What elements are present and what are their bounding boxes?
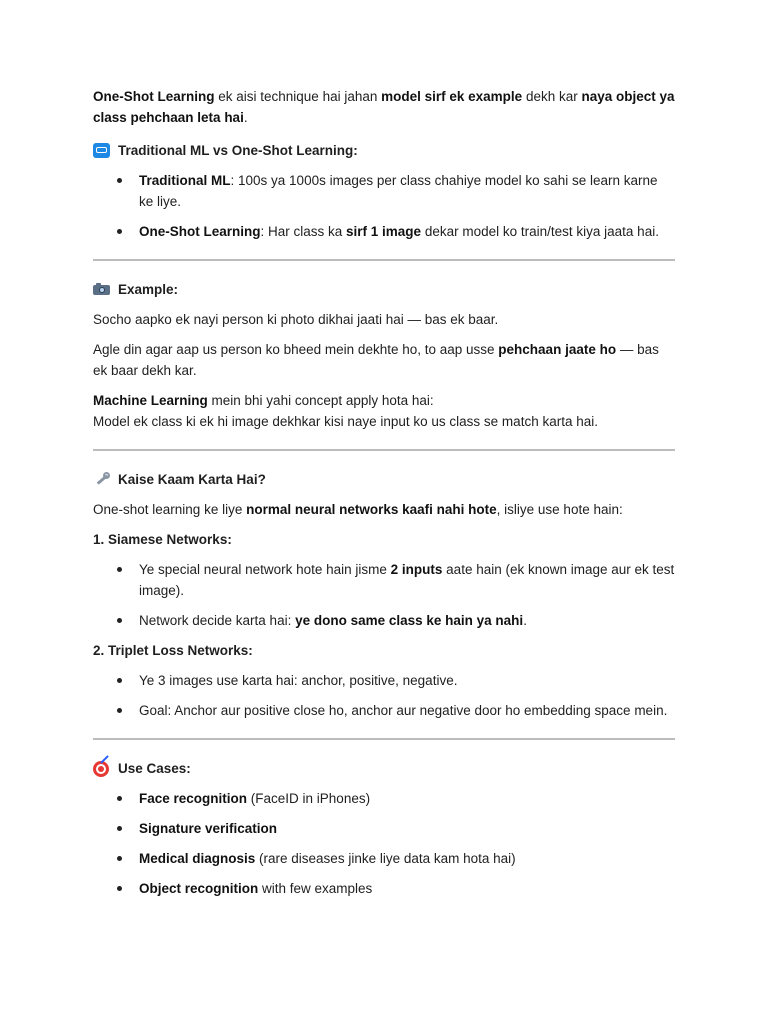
para-bold: pehchaan jaate ho [498, 342, 617, 357]
divider [93, 259, 675, 261]
item-text: Ye special neural network hote hain jisme [139, 562, 391, 577]
usecases-list [93, 788, 675, 899]
item-text: aate hain (ek known image aur ek test image). [139, 562, 675, 598]
item-text: dekar model ko train/test kiya jaata hai. [421, 224, 659, 239]
para-bold: normal neural networks kaafi nahi hote [246, 502, 497, 517]
item-text: . [523, 613, 527, 628]
para-text: Model ek class ki ek hi image dekhkar kisi naye input ko us class se match karta hai. [93, 414, 598, 429]
siamese-list [93, 559, 675, 631]
item-term: Face recognition [139, 791, 248, 806]
list-item [139, 848, 675, 869]
item-bold: 2 inputs [390, 562, 443, 577]
example-paragraph [93, 339, 675, 381]
triplet-list [93, 670, 675, 721]
item-term: One-Shot Learning [139, 224, 261, 239]
wrench-icon [93, 472, 110, 487]
item-term: Object recognition [139, 881, 259, 896]
para-text: Agle din agar aap us person ko bheed mein dekhte ho, to aap usse [93, 342, 499, 357]
example-paragraph [93, 390, 675, 432]
example-heading-text: Example: [118, 282, 179, 297]
item-text: with few examples [258, 881, 373, 896]
intro-text: . [243, 110, 248, 125]
para-text: One-shot learning ke liye [93, 502, 247, 517]
triplet-heading: 2. Triplet Loss Networks: [93, 643, 253, 658]
divider [93, 449, 675, 451]
intro-text: dekh kar [522, 89, 582, 104]
para-text: mein bhi yahi concept apply hota hai: [207, 393, 434, 408]
target-icon [93, 761, 110, 776]
camera-icon [93, 282, 110, 297]
how-heading-text: Kaise Kaam Karta Hai? [118, 472, 266, 487]
example-heading [93, 279, 675, 300]
usecases-heading [93, 758, 675, 779]
item-bold: sirf 1 image [346, 224, 422, 239]
item-term: Medical diagnosis [139, 851, 256, 866]
intro-bold: model sirf ek example [381, 89, 523, 104]
list-item [139, 559, 675, 601]
intro-paragraph [93, 86, 675, 128]
item-text: : Har class ka [260, 224, 347, 239]
intro-text: ek aisi technique hai jahan [214, 89, 382, 104]
document-page [93, 86, 675, 908]
how-heading [93, 469, 675, 490]
intro-term: One-Shot Learning [93, 89, 215, 104]
list-item [139, 221, 675, 242]
item-term: Signature verification [139, 821, 278, 836]
list-item [139, 610, 675, 631]
list-item: Ye 3 images use karta hai: anchor, positive, negative. [139, 670, 675, 691]
item-term: Traditional ML [139, 173, 231, 188]
example-paragraph: Socho aapko ek nayi person ki photo dikhai jaati hai — bas ek baar. [93, 312, 499, 327]
list-item: Goal: Anchor aur positive close ho, anchor aur negative door ho embedding space mein. [139, 700, 675, 721]
intro-bold: naya object ya class pehchaan leta hai [93, 89, 675, 125]
item-text: (rare diseases jinke liye data kam hota hai) [255, 851, 516, 866]
list-item [139, 818, 675, 839]
list-item [139, 878, 675, 899]
para-text: , isliye use hote hain: [496, 502, 623, 517]
para-bold: Machine Learning [93, 393, 208, 408]
comparison-heading-text: Traditional ML vs One-Shot Learning: [118, 143, 358, 158]
comparison-list [93, 170, 675, 242]
list-item [139, 788, 675, 809]
switch-icon [93, 143, 110, 158]
item-text: Network decide karta hai: [139, 613, 296, 628]
para-text: — bas ek baar dekh kar. [93, 342, 659, 378]
list-item [139, 170, 675, 212]
item-text: : 100s ya 1000s images per class chahiye model ko sahi se learn karne ke liye. [139, 173, 658, 209]
item-bold: ye dono same class ke hain ya nahi [295, 613, 524, 628]
comparison-heading [93, 140, 675, 161]
divider [93, 738, 675, 740]
siamese-heading: 1. Siamese Networks: [93, 532, 232, 547]
how-paragraph [93, 499, 675, 520]
item-text: (FaceID in iPhones) [247, 791, 371, 806]
usecases-heading-text: Use Cases: [118, 761, 191, 776]
